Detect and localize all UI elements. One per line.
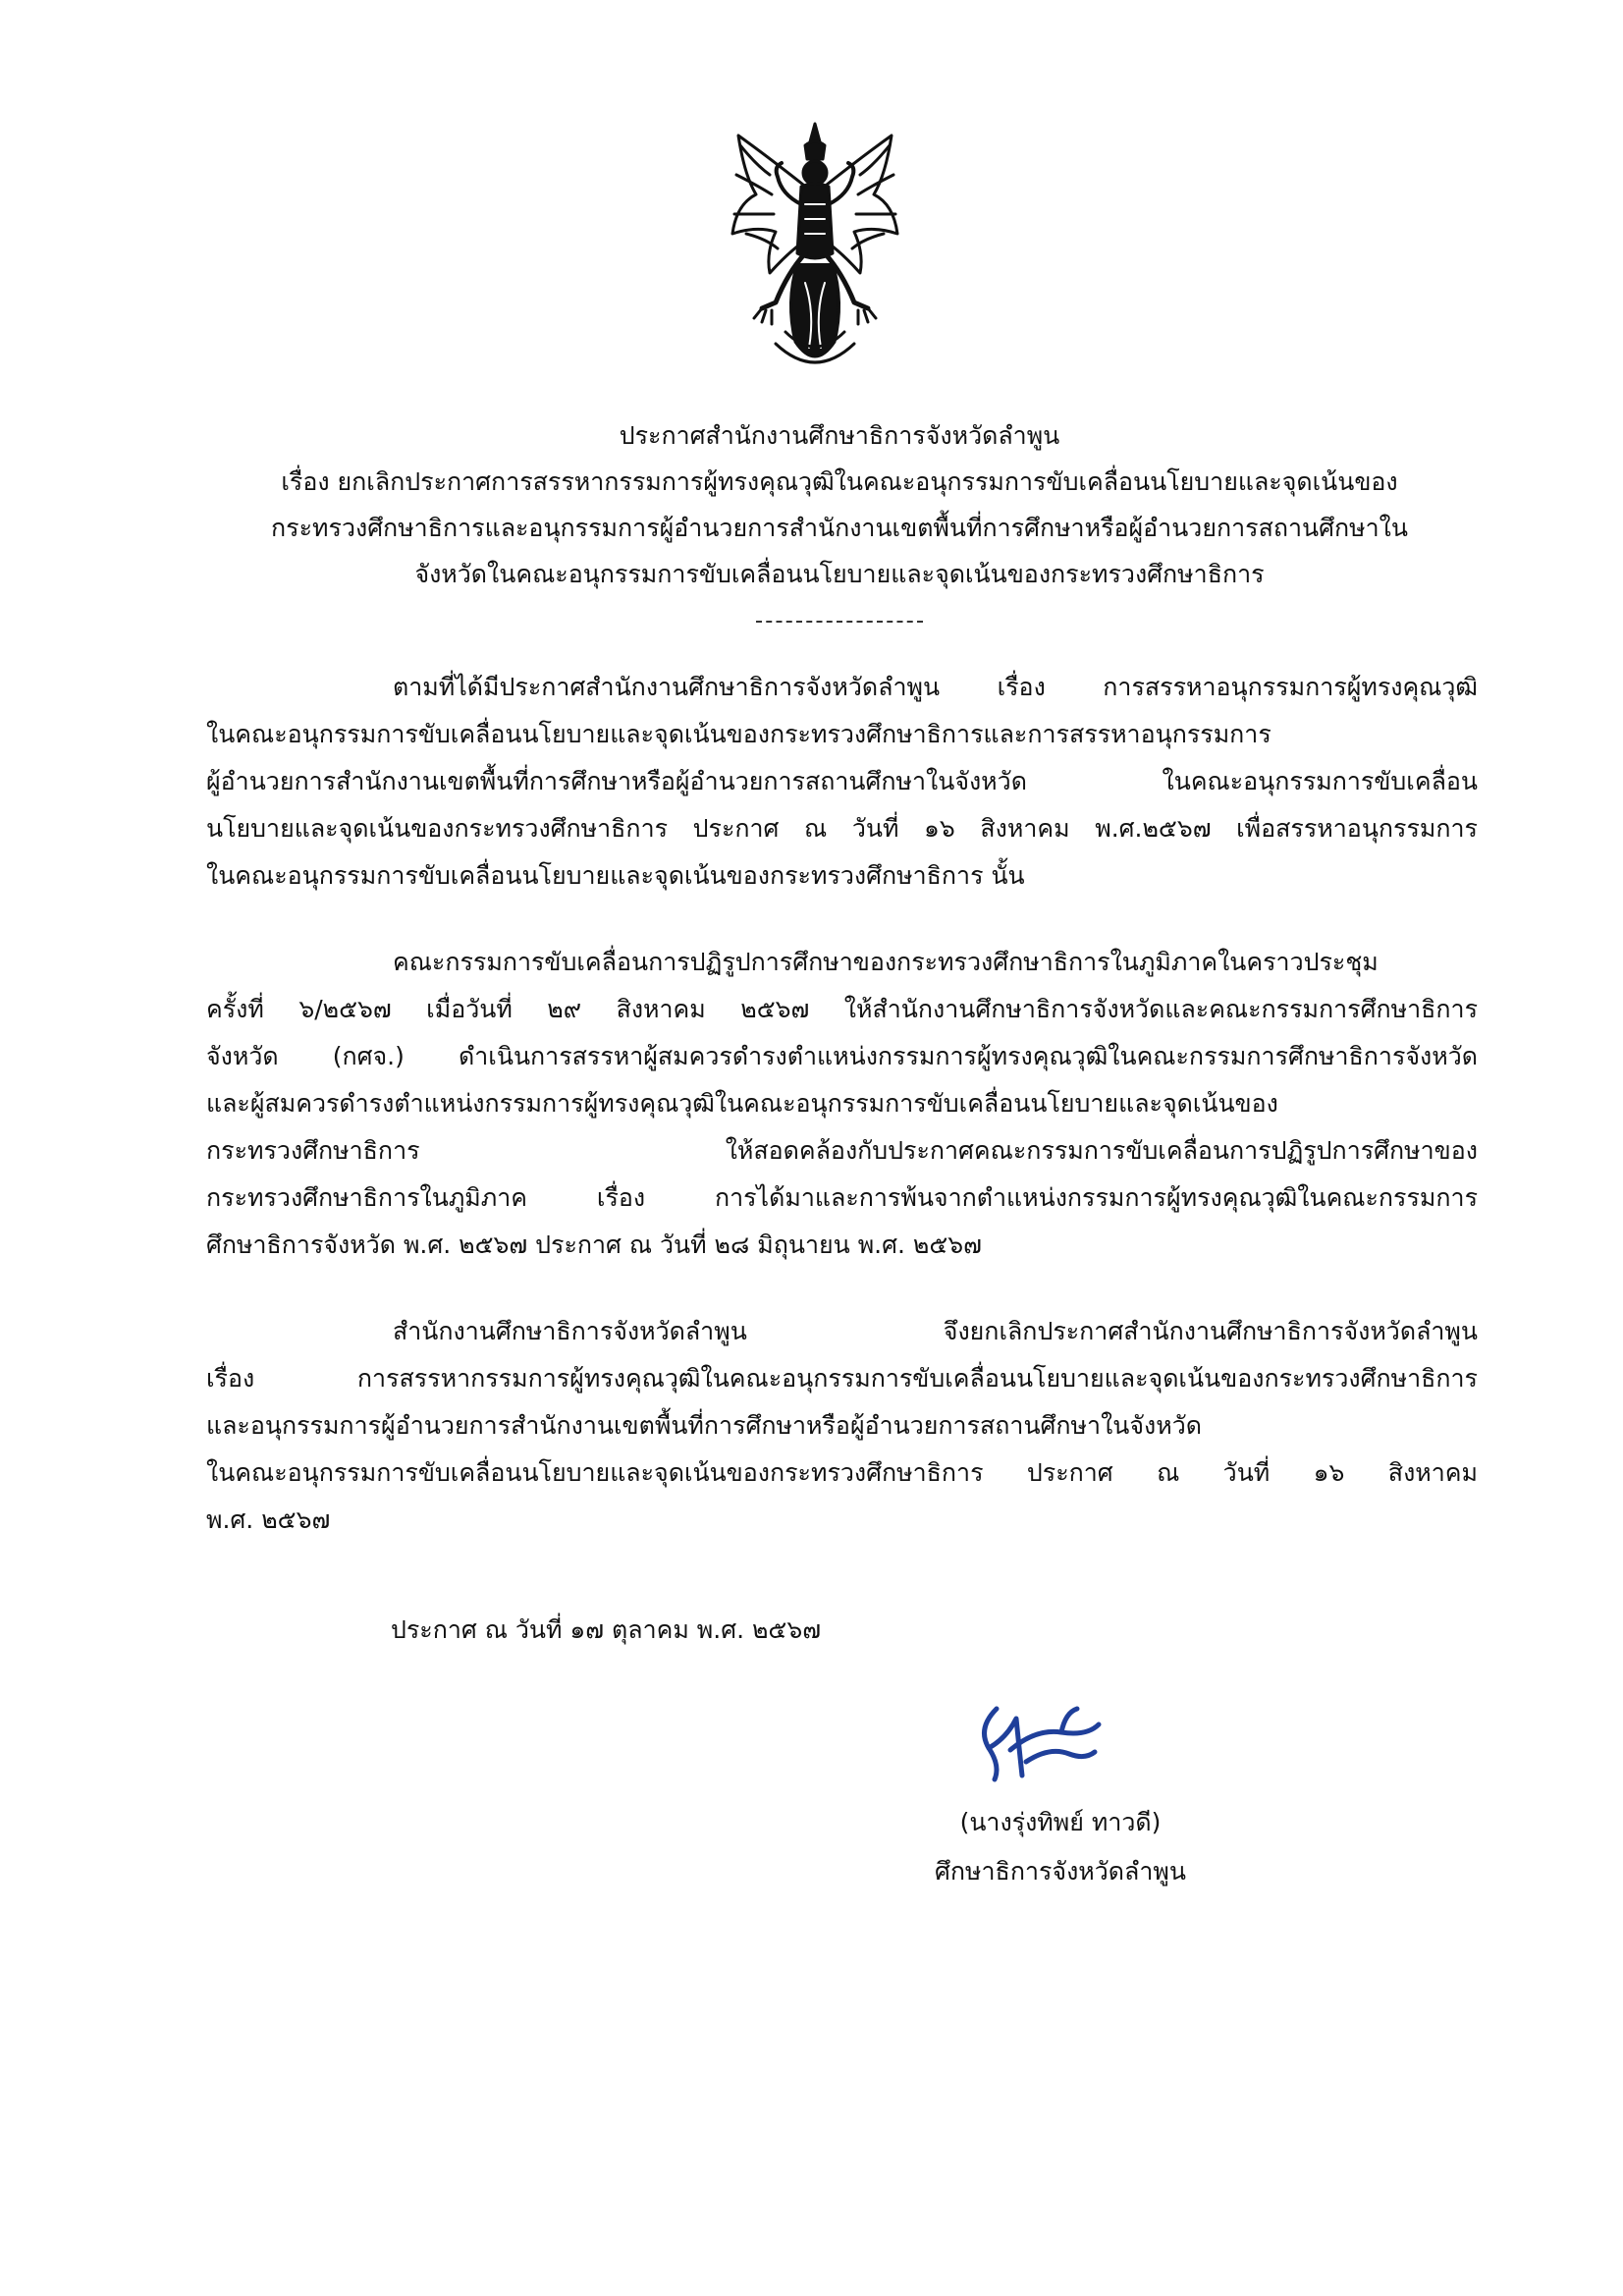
paragraph-line: ในคณะอนุกรรมการขับเคลื่อนนโยบายและจุดเน้นของกระทรวงศึกษาธิการและการสรรหาอนุกรรมการ: [206, 720, 1271, 748]
paragraph-line: เรื่อง การสรรหากรรมการผู้ทรงคุณวุฒิในคณะอนุกรรมการขับเคลื่อนนโยบายและจุดเน้นของกระทรวงศึกษาธิการ: [206, 1364, 1478, 1393]
title-line-1: ประกาศสำนักงานศึกษาธิการจังหวัดลำพูน: [619, 421, 1060, 450]
paragraph-line: ศึกษาธิการจังหวัด พ.ศ. ๒๕๖๗ ประกาศ ณ วันที่ ๒๘ มิถุนายน พ.ศ. ๒๕๖๗: [206, 1230, 982, 1259]
paragraph-line: ผู้อำนวยการสำนักงานเขตพื้นที่การศึกษาหรือผู้อำนวยการสถานศึกษาในจังหวัด ในคณะอนุกรรมการขับเคลื่อน: [206, 767, 1478, 795]
paragraph-line: ครั้งที่ ๖/๒๕๖๗ เมื่อวันที่ ๒๙ สิงหาคม ๒๕๖๗ ให้สำนักงานศึกษาธิการจังหวัดและคณะกรรมการศึกษาธิการ: [206, 995, 1478, 1023]
announcement-title: [196, 412, 1483, 597]
paragraph-line: คณะกรรมการขับเคลื่อนการปฏิรูปการศึกษาของกระทรวงศึกษาธิการในภูมิภาคในคราวประชุม: [393, 948, 1379, 976]
paragraph-line: และผู้สมควรดำรงตำแหน่งกรรมการผู้ทรงคุณวุฒิในคณะอนุกรรมการขับเคลื่อนนโยบายและจุดเน้นของ: [206, 1089, 1278, 1118]
paragraph-line: ตามที่ได้มีประกาศสำนักงานศึกษาธิการจังหวัดลำพูน เรื่อง การสรรหาอนุกรรมการผู้ทรงคุณวุฒิ: [393, 673, 1478, 701]
signature-icon: [967, 1689, 1114, 1787]
paragraph-line: นโยบายและจุดเน้นของกระทรวงศึกษาธิการ ประกาศ ณ วันที่ ๑๖ สิงหาคม พ.ศ.๒๕๖๗ เพื่อสรรหาอนุกรรมการ: [206, 814, 1478, 843]
title-line-2: เรื่อง ยกเลิกประกาศการสรรหากรรมการผู้ทรงคุณวุฒิในคณะอนุกรรมการขับเคลื่อนนโยบายและจุดเน้นของ: [281, 467, 1398, 496]
paragraph-line: พ.ศ. ๒๕๖๗: [206, 1505, 331, 1534]
paragraph-1: [206, 664, 1478, 900]
paragraph-line: สำนักงานศึกษาธิการจังหวัดลำพูน จึงยกเลิกประกาศสำนักงานศึกษาธิการจังหวัดลำพูน: [393, 1317, 1478, 1345]
title-line-3: กระทรวงศึกษาธิการและอนุกรรมการผู้อำนวยการสำนักงานเขตพื้นที่การศึกษาหรือผู้อำนวยการสถานศึกษาใน: [271, 514, 1408, 542]
paragraph-line: จังหวัด (กศจ.) ดำเนินการสรรหาผู้สมควรดำรงตำแหน่งกรรมการผู้ทรงคุณวุฒิในคณะกรรมการศึกษาธิการจังหวัด: [206, 1042, 1478, 1070]
announcement-date: ประกาศ ณ วันที่ ๑๗ ตุลาคม พ.ศ. ๒๕๖๗: [391, 1615, 822, 1644]
paragraph-line: กระทรวงศึกษาธิการในภูมิภาค เรื่อง การได้มาและการพ้นจากตำแหน่งกรรมการผู้ทรงคุณวุฒิในคณะกรรมการ: [206, 1183, 1478, 1212]
title-line-4: จังหวัดในคณะอนุกรรมการขับเคลื่อนนโยบายและจุดเน้นของกระทรวงศึกษาธิการ: [414, 560, 1265, 588]
paragraph-line: ในคณะอนุกรรมการขับเคลื่อนนโยบายและจุดเน้นของกระทรวงศึกษาธิการ ประกาศ ณ วันที่ ๑๖ สิงหาคม: [206, 1458, 1478, 1487]
signer-name: (นางรุ่งทิพย์ ทาวดี): [959, 1808, 1162, 1836]
paragraph-line: กระทรวงศึกษาธิการ ให้สอดคล้องกับประกาศคณะกรรมการขับเคลื่อนการปฏิรูปการศึกษาของ: [206, 1136, 1478, 1165]
signer-position: ศึกษาธิการจังหวัดลำพูน: [935, 1857, 1186, 1886]
paragraph-line: และอนุกรรมการผู้อำนวยการสำนักงานเขตพื้นที่การศึกษาหรือผู้อำนวยการสถานศึกษาในจังหวัด: [206, 1411, 1202, 1440]
garuda-emblem-icon: [727, 116, 903, 381]
paragraph-line: ในคณะอนุกรรมการขับเคลื่อนนโยบายและจุดเน้นของกระทรวงศึกษาธิการ นั้น: [206, 861, 1025, 890]
paragraph-2: [206, 939, 1478, 1269]
paragraph-3: [206, 1308, 1478, 1544]
title-divider: [756, 621, 923, 623]
